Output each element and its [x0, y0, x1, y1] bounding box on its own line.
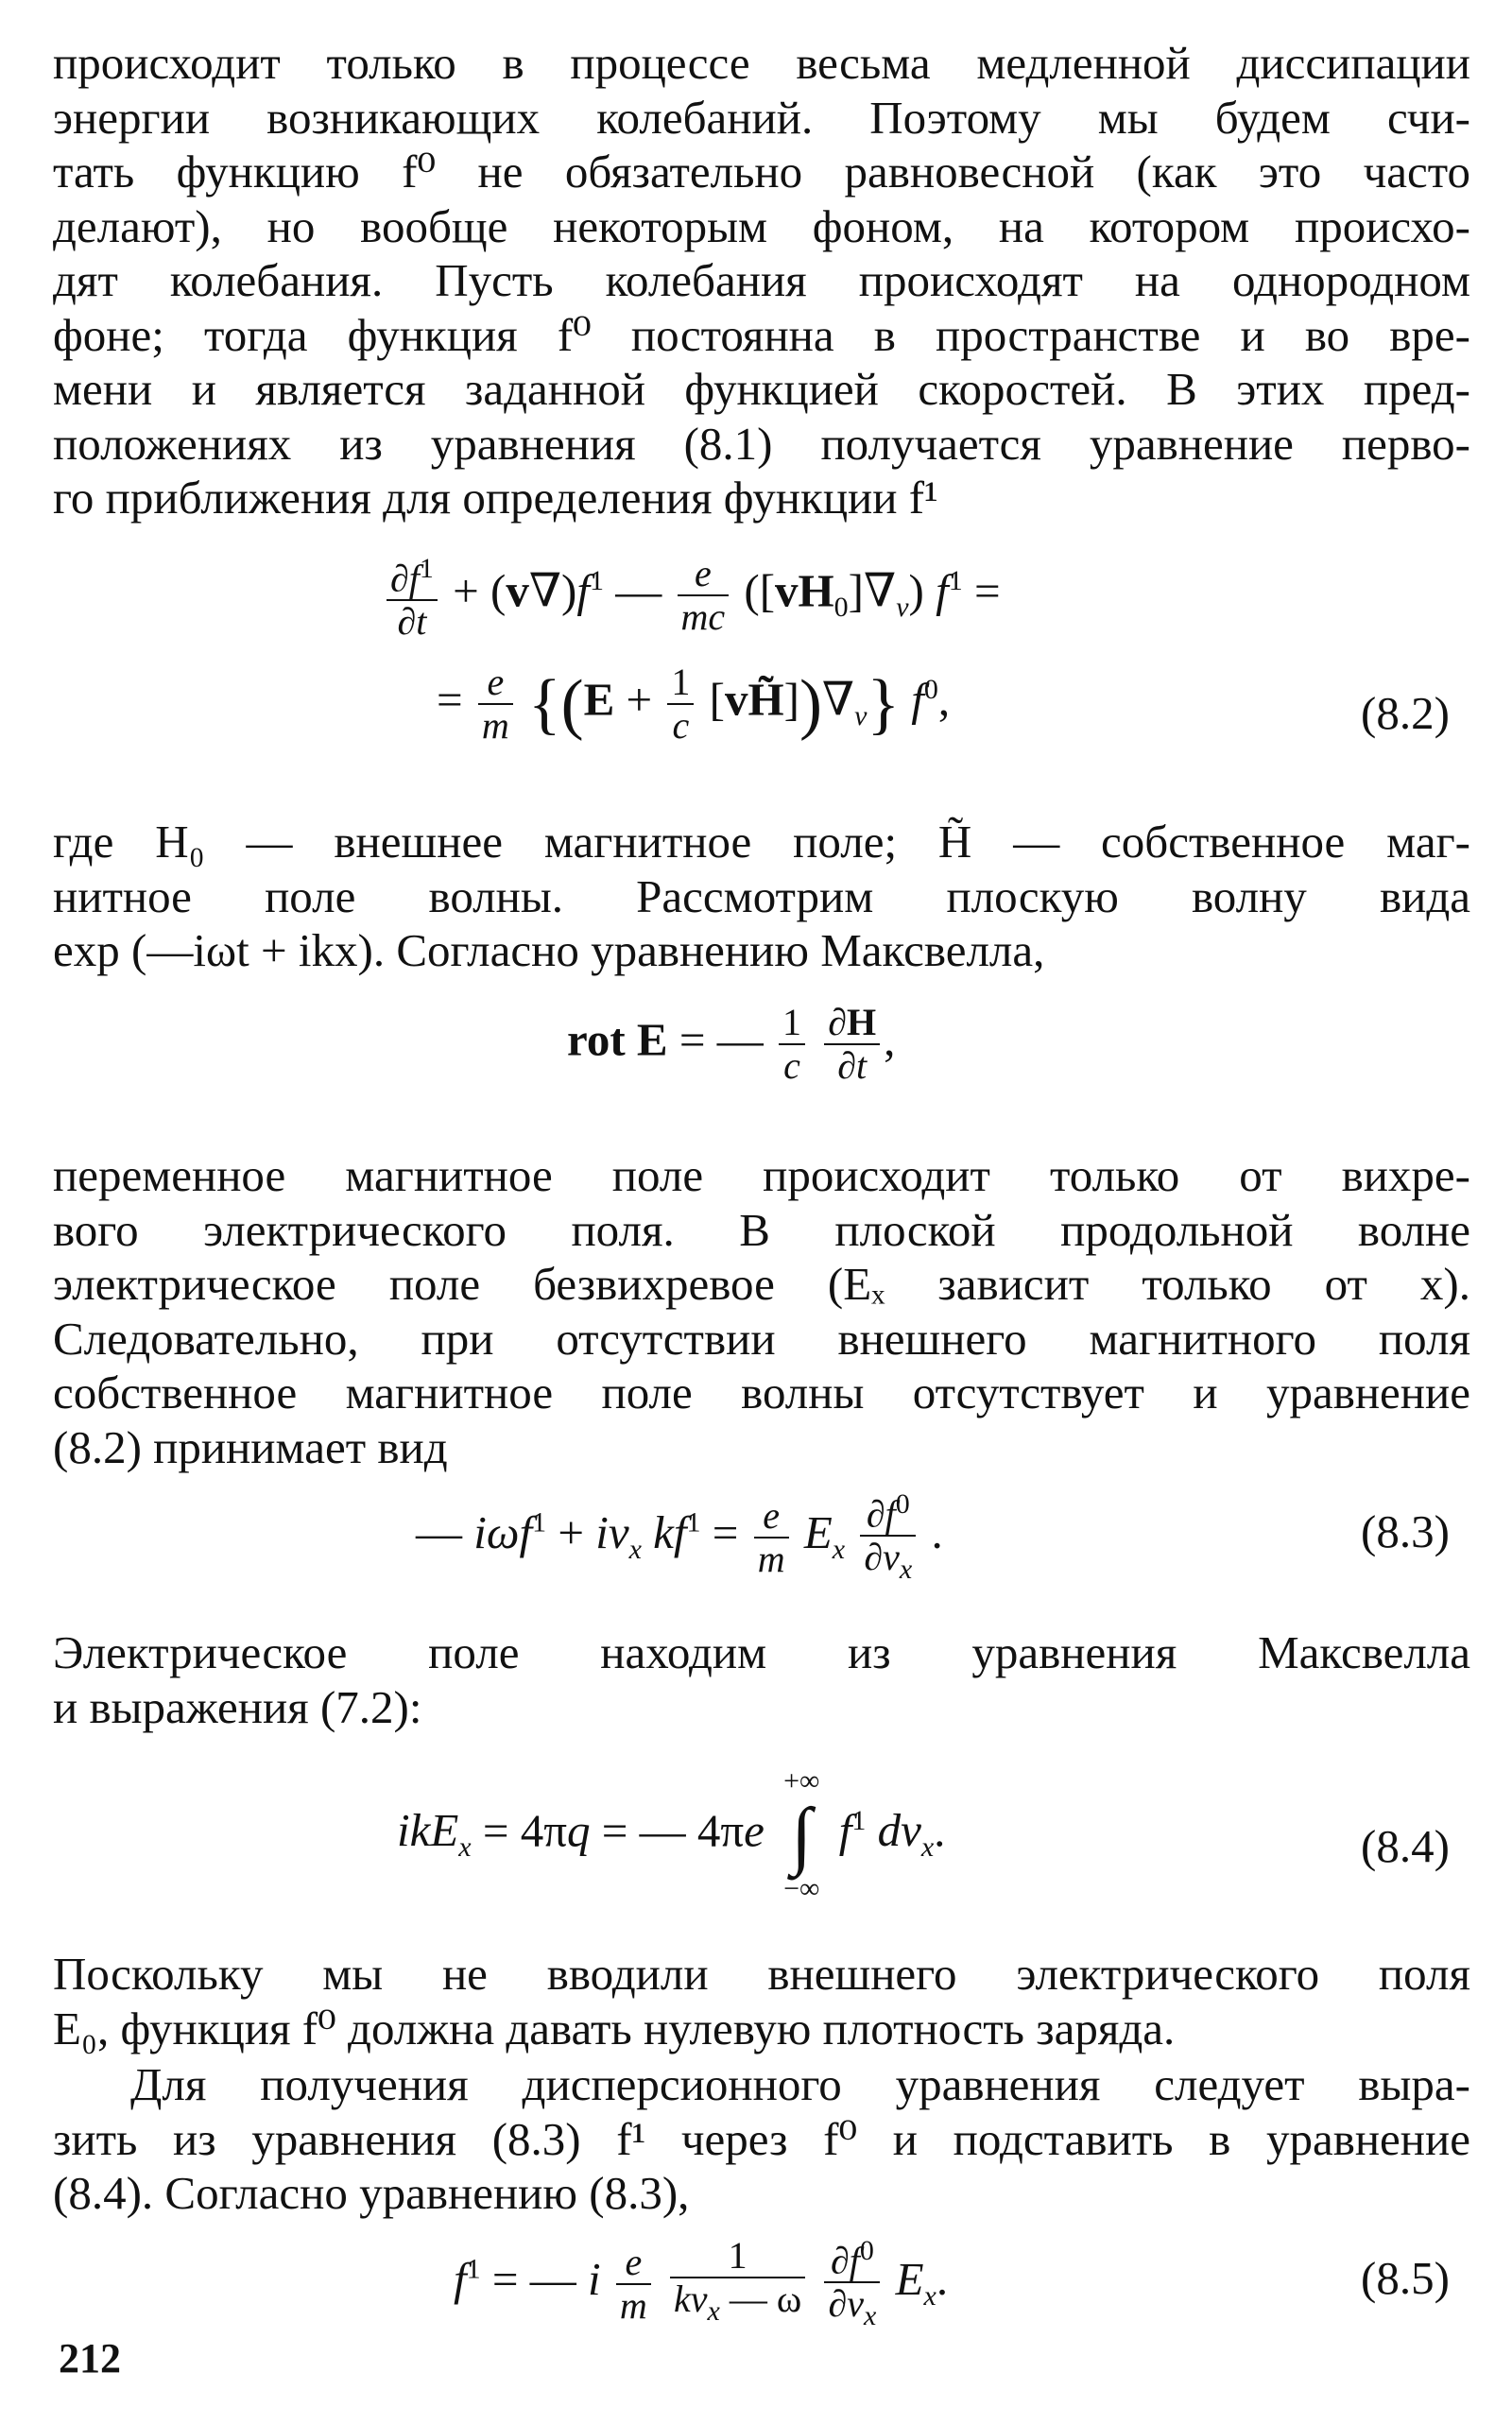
text-line: тать функцию f⁰ не обязательно равновесной (как это часто — [53, 146, 1470, 198]
paragraph-dispersion — [53, 2057, 1470, 2221]
text-line: Электрическое поле находим из уравнения Максвелла — [53, 1626, 1470, 1678]
equation-rot-e: rot E = — $\frac{1}{c}$ $\frac{\partial H}{\partial t}$ , — [567, 1001, 896, 1087]
text-line: фоне; тогда функция f⁰ постоянна в пространстве и во вре- — [53, 308, 1470, 361]
text-line: происходит только в процессе весьма медленной диссипации — [53, 37, 1470, 89]
text-line: Для получения дисперсионного уравнения следует выра- — [130, 2058, 1470, 2110]
paragraph-electric-field — [53, 1625, 1470, 1734]
equation-number: (8.4) — [1361, 1820, 1450, 1872]
text-line: Следовательно, при отсутствии внешнего магнитного поля — [53, 1312, 1470, 1365]
text-line: собственное магнитное поле волны отсутствует и уравнение — [53, 1367, 1470, 1418]
equation-8-5: $f^1$ = — i $\frac{e}{m}$ $\frac{1}{kv_x — \omega}$ $\frac{\partial f^0}{\partial v_x}$ $E_x$. — [454, 2230, 948, 2337]
text-line: и выражения (7.2): — [53, 1680, 422, 1733]
text-line: дят колебания. Пусть колебания происходят на однородном — [53, 254, 1470, 306]
text-line: E₀, функция f⁰ должна давать нулевую плотность заряда. — [53, 2002, 1176, 2054]
text-line: мени и является заданной функцией скоростей. В этих пред- — [53, 363, 1470, 415]
equation-8-2-line1: $\frac{\partial f^1}{\partial t}$ + $(v\nabla)f^1$ — $\frac{e}{mc}$ $([vH_0]\nabla_v) f^1$ = — [383, 548, 1001, 643]
equation-number: (8.5) — [1361, 2252, 1450, 2304]
text-line: вого электрического поля. В плоской продольной волне — [53, 1203, 1470, 1256]
text-line: электрическое поле безвихревое (Eₓ зависит только от x). — [53, 1258, 1470, 1310]
text-line: Поскольку мы не вводили внешнего электрического поля — [53, 1948, 1470, 2000]
text-line: делают), но вообще некоторым фоном, на котором происхо- — [53, 199, 1470, 252]
equation-8-3: — $i\omega f^1 + iv_x$ $kf^1$ = $\frac{e}{m}$ $E_x$ $\frac{\partial f^0}{\partial v_x}$ . — [416, 1484, 943, 1590]
integral-lower-limit: −∞ — [783, 1873, 820, 1904]
paragraph-fields — [53, 815, 1470, 978]
text-line: переменное магнитное поле происходит только от вихре- — [53, 1149, 1470, 1201]
equation-number: (8.2) — [1361, 687, 1450, 739]
text-line: (8.4). Согласно уравнению (8.3), — [53, 2167, 690, 2219]
equation-8-4: ikE$_x$ = 4πq = — 4πe +∞ ∫ −∞ $f^1$ $dv_x$. — [397, 1765, 946, 1904]
text-line: нитное поле волны. Рассмотрим плоскую волну вида — [53, 869, 1470, 922]
text-line: го приближения для определения функции f¹ — [53, 472, 938, 524]
integral-upper-limit: +∞ — [783, 1765, 820, 1797]
equation-number: (8.3) — [1361, 1505, 1450, 1557]
text-line: exp (—iωt + ikx). Согласно уравнению Максвелла, — [53, 924, 1045, 976]
text-line: (8.2) принимает вид — [53, 1420, 448, 1473]
paragraph-longitudinal — [53, 1148, 1470, 1474]
text-line: где H₀ — внешнее магнитное поле; H̃ — собственное маг- — [53, 816, 1470, 868]
text-line: положениях из уравнения (8.1) получается уравнение перво- — [53, 417, 1470, 470]
text-line: энергии возникающих колебаний. Поэтому мы будем счи- — [53, 91, 1470, 144]
equation-8-2-line2: = $\frac{e}{m}$ {(E + $\frac{1}{c}$ $[vH̃])\nabla_v$} $f^0$, — [437, 661, 951, 747]
paragraph-intro — [53, 36, 1470, 525]
page-number: 212 — [59, 2335, 121, 2381]
paragraph-charge — [53, 1947, 1470, 2055]
text-line: зить из уравнения (8.3) f¹ через f⁰ и подставить в уравнение — [53, 2112, 1470, 2165]
